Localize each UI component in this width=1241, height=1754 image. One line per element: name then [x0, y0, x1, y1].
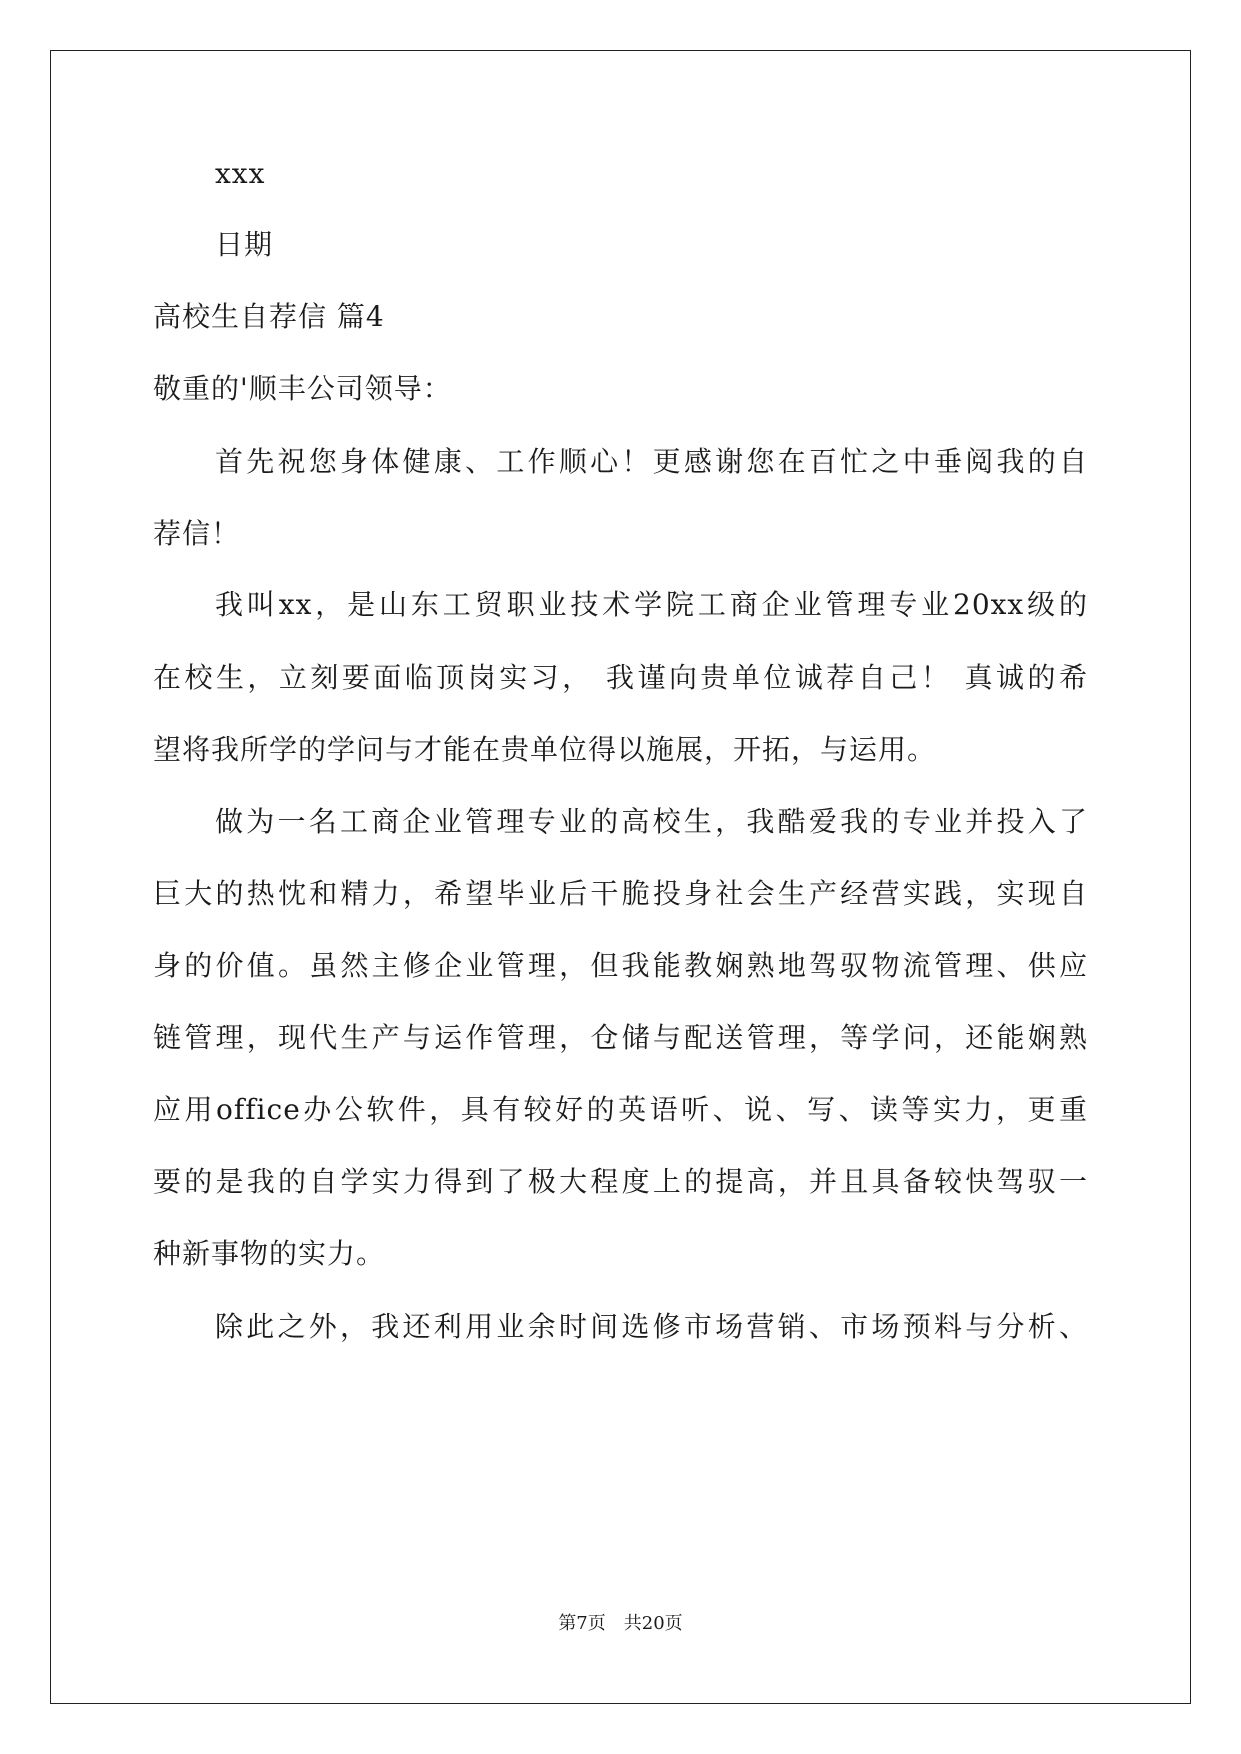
paragraph-line: 要的是我的自学实力得到了极大程度上的提高，并且具备较快驾驭一: [153, 1165, 1088, 1198]
paragraph-line: 我叫xx，是山东工贸职业技术学院工商企业管理专业20xx级的: [215, 588, 1088, 621]
paragraph-line: 身的价值。虽然主修企业管理，但我能教娴熟地驾驭物流管理、供应: [153, 949, 1088, 982]
paragraph-line: 首先祝您身体健康、工作顺心！更感谢您在百忙之中垂阅我的自: [215, 445, 1088, 478]
paragraph-line: 除此之外，我还利用业余时间选修市场营销、市场预料与分析、: [215, 1310, 1088, 1343]
section-title: 高校生自荐信 篇4: [153, 300, 385, 333]
paragraph-line: 应用office办公软件，具有较好的英语听、说、写、读等实力，更重: [153, 1093, 1088, 1126]
paragraph-line: 望将我所学的学问与才能在贵单位得以施展，开拓，与运用。: [153, 733, 937, 766]
paragraph-line: 种新事物的实力。: [153, 1237, 386, 1270]
paragraph-line: 做为一名工商企业管理专业的高校生，我酷爱我的专业并投入了: [215, 805, 1088, 838]
signature-date: 日期: [215, 228, 274, 261]
signature-name: xxx: [215, 157, 266, 190]
page-footer: 第7页 共20页: [558, 1613, 683, 1634]
paragraph-line: 在校生，立刻要面临顶岗实习， 我谨向贵单位诚荐自己！ 真诚的希: [153, 661, 1088, 694]
paragraph-line: 巨大的热忱和精力，希望毕业后干脆投身社会生产经营实践，实现自: [153, 877, 1088, 910]
paragraph-line: 链管理，现代生产与运作管理，仓储与配送管理，等学问，还能娴熟: [153, 1021, 1088, 1054]
paragraph-line: 荐信！: [153, 517, 241, 550]
salutation: 敬重的'顺丰公司领导：: [153, 372, 452, 405]
